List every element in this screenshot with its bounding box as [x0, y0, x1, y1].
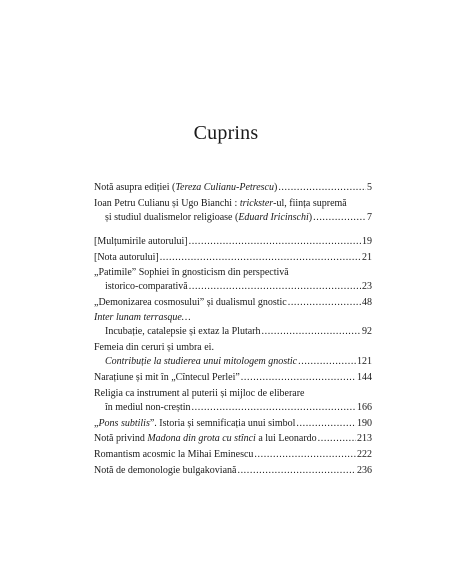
toc-entry-label: „Patimile” Sophiei în gnosticism din perspectivă	[94, 267, 289, 278]
toc-entry-continuation[interactable]	[105, 355, 372, 368]
page-title: Cuprins	[193, 122, 259, 144]
toc-entry[interactable]	[94, 251, 372, 264]
toc-entry[interactable]	[94, 197, 372, 210]
toc-entry-label: Notă privind Madona din grota cu stînci a lui Leonardo	[94, 433, 317, 444]
toc-page-number: 92	[362, 326, 372, 337]
dot-leader	[262, 325, 362, 338]
dot-leader	[318, 432, 356, 445]
dot-leader	[189, 280, 361, 293]
dot-leader	[298, 355, 356, 368]
toc-page-number: 144	[357, 372, 372, 383]
toc-entry[interactable]	[94, 296, 372, 309]
toc-page-number: 236	[357, 465, 372, 476]
toc-entry-label: „Demonizarea cosmosului” și dualismul gnostic	[94, 297, 287, 308]
toc-entry-label: Notă de demonologie bulgakoviană	[94, 465, 237, 476]
toc-entry-continuation[interactable]	[105, 211, 372, 224]
toc-entry-label: Narațiune și mit în „Cîntecul Perlei”	[94, 372, 240, 383]
toc-entry-label: Contribuție la studierea unui mitologem gnostic	[105, 356, 298, 367]
toc-page-number: 19	[362, 236, 372, 247]
dot-leader	[254, 448, 356, 461]
toc-entry-label: în mediul non-creștin	[105, 402, 191, 413]
toc-entry[interactable]	[94, 311, 372, 324]
toc-entry-label: Religia ca instrument al puterii și mijloc de eliberare	[94, 388, 305, 399]
toc-entry[interactable]	[94, 432, 372, 445]
toc-entry-label: [Nota autorului]	[94, 252, 159, 263]
toc-entry-label: Incubație, catalepsie și extaz la Plutarh	[105, 326, 261, 337]
toc-entry-continuation[interactable]	[105, 325, 372, 338]
dot-leader	[160, 251, 361, 264]
toc-entry[interactable]	[94, 181, 372, 194]
toc-entry[interactable]	[94, 371, 372, 384]
toc-entry-label: Notă asupra ediției (Tereza Culianu-Petrescu)	[94, 182, 278, 193]
dot-leader	[192, 401, 356, 414]
toc-entry-continuation[interactable]	[105, 401, 372, 414]
toc-entry-label: „Pons subtilis”. Istoria și semnificația unui simbol	[94, 418, 296, 429]
dot-leader	[189, 235, 361, 248]
toc-entry[interactable]	[94, 341, 372, 354]
toc-entry-label: [Mulțumirile autorului]	[94, 236, 188, 247]
dot-leader	[313, 211, 366, 224]
toc-entry-label: istorico-comparativă	[105, 281, 188, 292]
dot-leader	[237, 464, 356, 477]
toc-page-number: 190	[357, 418, 372, 429]
toc-page-number: 7	[367, 212, 372, 223]
toc-entry[interactable]	[94, 387, 372, 400]
toc-page-number: 121	[357, 356, 372, 367]
dot-leader	[278, 181, 366, 194]
toc-entry-label: Femeia din ceruri și umbra ei.	[94, 342, 214, 353]
toc-entry[interactable]	[94, 464, 372, 477]
toc-entry-label: Ioan Petru Culianu și Ugo Bianchi : trickster-ul, ființa supremă	[94, 198, 347, 209]
toc-page-number: 5	[367, 182, 372, 193]
toc-page-number: 213	[357, 433, 372, 444]
dot-leader	[296, 417, 356, 430]
toc-entry-label: Romantism acosmic la Mihai Eminescu	[94, 449, 254, 460]
toc-entry-continuation[interactable]	[105, 280, 372, 293]
toc-page-number: 166	[357, 402, 372, 413]
toc-page-number: 222	[357, 449, 372, 460]
toc-page-number: 23	[362, 281, 372, 292]
toc-entry-label: și studiul dualismelor religioase (Eduard Iricinschi)	[105, 212, 313, 223]
dot-leader	[241, 371, 356, 384]
toc-entry[interactable]	[94, 266, 372, 279]
toc-entry[interactable]	[94, 417, 372, 430]
dot-leader	[288, 296, 361, 309]
toc-entry[interactable]	[94, 448, 372, 461]
toc-page-number: 21	[362, 252, 372, 263]
toc-entry[interactable]	[94, 235, 372, 248]
toc-entry-label: Inter lunam terrasque…	[94, 312, 191, 323]
toc-page-number: 48	[362, 297, 372, 308]
